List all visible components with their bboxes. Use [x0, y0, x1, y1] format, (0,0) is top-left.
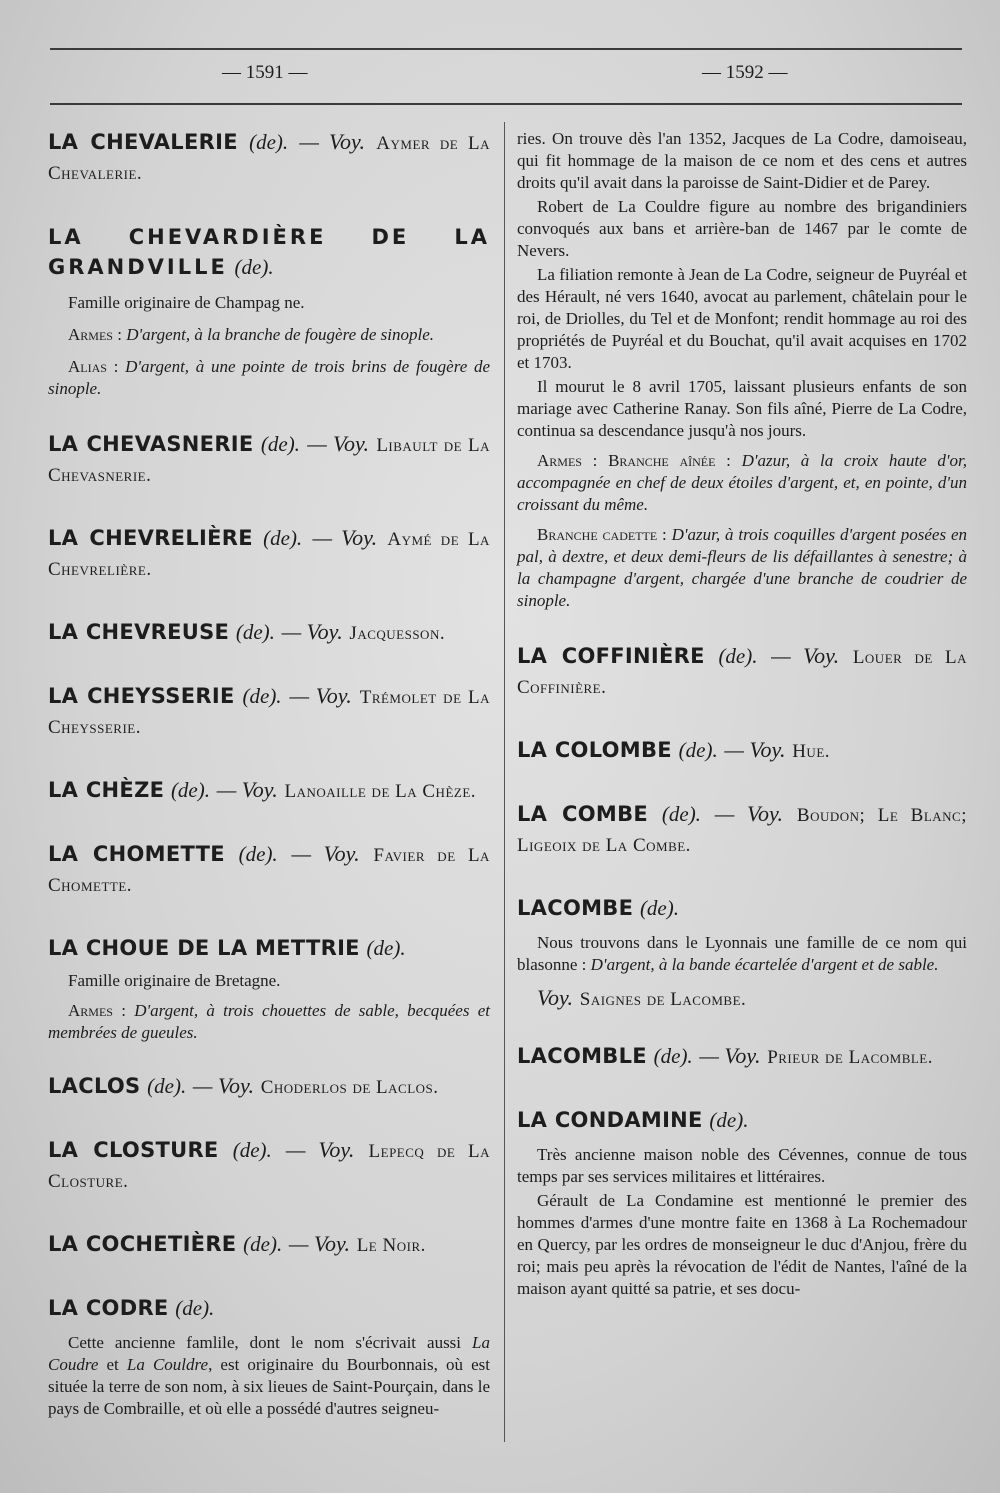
entry-particle: (de).	[653, 1044, 693, 1068]
cadette-label: Branche cadette :	[537, 525, 667, 544]
armes-blazon: D'azur, à la croix haute d'or, accompagnée en chef de deux étoiles d'argent, et, en pointe, d'un croissant du même.	[517, 451, 967, 514]
entry-name: LA CHEVASNERIE	[48, 432, 254, 456]
voy-label: — Voy.	[291, 841, 360, 866]
entry-name: LA COMBE	[517, 802, 649, 826]
voy-label: — Voy.	[289, 683, 352, 708]
cross-reference: Lepecq de La Closture.	[48, 1141, 490, 1192]
voy-label: — Voy.	[216, 777, 278, 802]
paragraph: Très ancienne maison noble des Cévennes, connue de tous temps par ses services militaires et littéraires.	[517, 1145, 967, 1186]
voy-label: — Voy.	[281, 619, 343, 644]
entry	[517, 736, 967, 766]
voy-label: — Voy.	[699, 1043, 761, 1068]
cross-reference: Le Noir.	[356, 1235, 426, 1256]
entry	[517, 800, 967, 860]
voy-label: — Voy.	[307, 431, 369, 456]
armes-line	[48, 324, 490, 346]
entry	[48, 1136, 490, 1196]
entry-name: LA CONDAMINE	[517, 1108, 703, 1132]
armes-blazon: D'argent, à la branche de fougère de sinople.	[126, 325, 435, 344]
entry-name: LA COFFINIÈRE	[517, 644, 705, 668]
entry-name: LA COLOMBE	[517, 738, 672, 762]
voy-label: Voy.	[537, 985, 574, 1010]
cross-reference: Hue.	[792, 741, 831, 762]
entry-particle: (de).	[260, 432, 300, 456]
cross-reference: Louer de La Coffinière.	[517, 647, 968, 698]
entry-text	[517, 932, 967, 976]
text-segment: Nous trouvons dans le Lyonnais une famille de ce nom qui blasonne :	[517, 933, 967, 974]
armes-blazon: D'argent, à la bande écartelée d'argent et de sable.	[590, 955, 939, 974]
header-rule-bottom	[50, 103, 962, 105]
entry-name: LA CHEVREUSE	[48, 620, 230, 644]
armes-label: Armes :	[68, 1001, 126, 1020]
cross-reference: Prieur de Lacomble.	[767, 1047, 933, 1068]
entry	[48, 618, 490, 648]
paragraph: Il mourut le 8 avril 1705, laissant plusieurs enfants de son mariage avec Catherine Ranay. Son fils aîné, Pierre de La Codre, continua sa descendance jusqu'à nos jours.	[517, 377, 967, 440]
alias-line	[48, 356, 490, 400]
voy-label: — Voy.	[771, 643, 840, 668]
right-column	[517, 128, 967, 1300]
entry-particle: (de).	[639, 896, 679, 920]
entry	[48, 1294, 490, 1420]
entry	[48, 430, 490, 490]
page-number-right: — 1592 —	[702, 62, 788, 83]
entry-name: LA COCHETIÈRE	[48, 1232, 237, 1256]
entry	[48, 524, 490, 584]
column-divider	[504, 122, 505, 1442]
entry	[48, 1230, 490, 1260]
alias-blazon: D'argent, à une pointe de trois brins de fougère de sinople.	[48, 357, 491, 398]
entry	[48, 934, 490, 1044]
entry-name: LACOMBLE	[517, 1044, 647, 1068]
cadette-line	[517, 524, 967, 612]
entry-particle: (de).	[147, 1074, 187, 1098]
entry-text: Famille originaire de Bretagne.	[68, 971, 281, 990]
entry	[48, 840, 490, 900]
voy-label: — Voy.	[285, 1137, 355, 1162]
cross-reference: Libault de La Chevasnerie.	[48, 435, 490, 486]
entry-name: LA CHOMETTE	[48, 842, 225, 866]
alias-label: Alias :	[68, 357, 119, 376]
entry-particle: (de).	[249, 130, 289, 154]
text-italic: La Couldre	[126, 1355, 209, 1374]
paragraph: Robert de La Couldre figure au nombre des brigandiniers convoqués aux bans et arrière-ban de 1467 par le comte de Nevers.	[517, 197, 967, 260]
armes-line	[48, 1000, 490, 1044]
voy-label: — Voy.	[724, 737, 786, 762]
entry-name: LA CHEVARDIÈRE DE LA GRANDVILLE	[48, 225, 490, 279]
cross-reference: Trémolet de La Cheysserie.	[48, 687, 490, 738]
entry-particle: (de).	[170, 778, 210, 802]
cross-reference: Choderlos de Laclos.	[260, 1077, 439, 1098]
paragraph: Gérault de La Condamine est mentionné le premier des hommes d'armes d'une montre faite en 1368 à La Rochemadour en Quercy, par les ordres de monseigneur le duc d'Anjou, frère du roi; mais peu après la révocation de l'édit de Nantes, l'aîné de la maison ayant quitté sa patrie, et ses docu-	[517, 1191, 967, 1298]
entry-text: Famille originaire de Champag ne.	[68, 293, 305, 312]
entry	[48, 222, 490, 400]
voy-label: — Voy.	[299, 129, 366, 154]
entry-name: LACOMBE	[517, 896, 634, 920]
continued-paragraph: ries. On trouve dès l'an 1352, Jacques de La Codre, damoiseau, qui fit hommage de la maison de ce nom et des cens et autres droits qu'il avait dans la paroisse de Saint-Didier et de Parey.	[517, 129, 967, 192]
entry	[48, 1072, 490, 1102]
armes-label: Armes :	[68, 325, 122, 344]
voy-label: — Voy.	[192, 1073, 255, 1098]
entry-name: LA CODRE	[48, 1296, 169, 1320]
entry	[48, 128, 490, 188]
entry-name: LA CLOSTURE	[48, 1138, 219, 1162]
entry-name: LA CHOUE DE LA METTRIE	[48, 936, 360, 960]
voy-label: — Voy.	[312, 525, 378, 550]
entry-name: LA CHÈZE	[48, 778, 165, 802]
entry-particle: (de).	[234, 255, 274, 279]
text-segment: Cette ancienne famlile, dont le nom s'écrivait aussi	[68, 1333, 473, 1352]
voy-label: — Voy.	[714, 801, 784, 826]
entry-particle: (de).	[661, 802, 701, 826]
entry-particle: (de).	[232, 1138, 272, 1162]
entry-particle: (de).	[235, 620, 275, 644]
text-segment: et	[98, 1355, 127, 1374]
entry-particle: (de).	[263, 526, 303, 550]
cross-reference: Saignes de Lacombe.	[579, 989, 747, 1010]
page-number-left: — 1591 —	[222, 62, 308, 83]
voy-line	[517, 984, 967, 1014]
entry-particle: (de).	[175, 1296, 215, 1320]
entry	[48, 682, 490, 742]
entry-particle: (de).	[366, 936, 406, 960]
entry	[517, 642, 967, 702]
cross-reference: Boudon; Le Blanc; Ligeoix de La Combe.	[517, 805, 968, 856]
entry	[517, 1106, 967, 1300]
entry-particle: (de).	[242, 684, 282, 708]
text-segment: , est originaire du Bourbonnais, où est située la terre de son nom, à six lieues de Saint-Pourçain, dans le pays de Combraille, et où elle a possédé d'autres seigneu-	[48, 1355, 490, 1418]
entry-particle: (de).	[678, 738, 718, 762]
left-column	[48, 128, 490, 1420]
armes-blazon: D'argent, à trois chouettes de sable, becquées et membrées de gueules.	[48, 1001, 490, 1042]
armes-label: Armes : Branche aînée :	[537, 451, 731, 470]
cross-reference: Aymer de La Chevalerie.	[48, 133, 490, 184]
entry-name: LA CHEVRELIÈRE	[48, 526, 253, 550]
cross-reference: Aymé de La Chevrelière.	[48, 529, 490, 580]
entry	[517, 1042, 967, 1072]
entry-name: LACLOS	[48, 1074, 141, 1098]
entry-text	[48, 1332, 490, 1420]
entry-name: LA CHEYSSERIE	[48, 684, 235, 708]
entry-particle: (de).	[243, 1232, 283, 1256]
header-rule-top	[50, 48, 962, 50]
armes-line	[517, 450, 967, 516]
cadette-blazon: D'azur, à trois coquilles d'argent posées en pal, à dextre, et deux demi-fleurs de lis défaillantes à senestre; à la champagne d'argent, chargée d'une branche de coudrier de sinople.	[517, 525, 967, 610]
entry-particle: (de).	[709, 1108, 749, 1132]
entry-particle: (de).	[718, 644, 758, 668]
paragraph: La filiation remonte à Jean de La Codre, seigneur de Puyréal et des Hérault, né vers 1640, avocat au parlement, châtelain pour le roi, de Driolles, du Tel et de Monfont; rendit hommage au roi des propriétés de Puyréal et du Bouchat, qu'il avait acquises en 1702 et 1703.	[517, 265, 967, 372]
entry-particle: (de).	[238, 842, 278, 866]
entry	[517, 894, 967, 1014]
voy-label: — Voy.	[288, 1231, 351, 1256]
entry-name: LA CHEVALERIE	[48, 130, 238, 154]
entry	[48, 776, 490, 806]
cross-reference: Favier de La Chomette.	[48, 845, 490, 896]
cross-reference: Lanoaille de La Chèze.	[284, 781, 477, 802]
cross-reference: Jacquesson.	[349, 623, 446, 644]
text-italic: La Coudre	[48, 1333, 490, 1374]
